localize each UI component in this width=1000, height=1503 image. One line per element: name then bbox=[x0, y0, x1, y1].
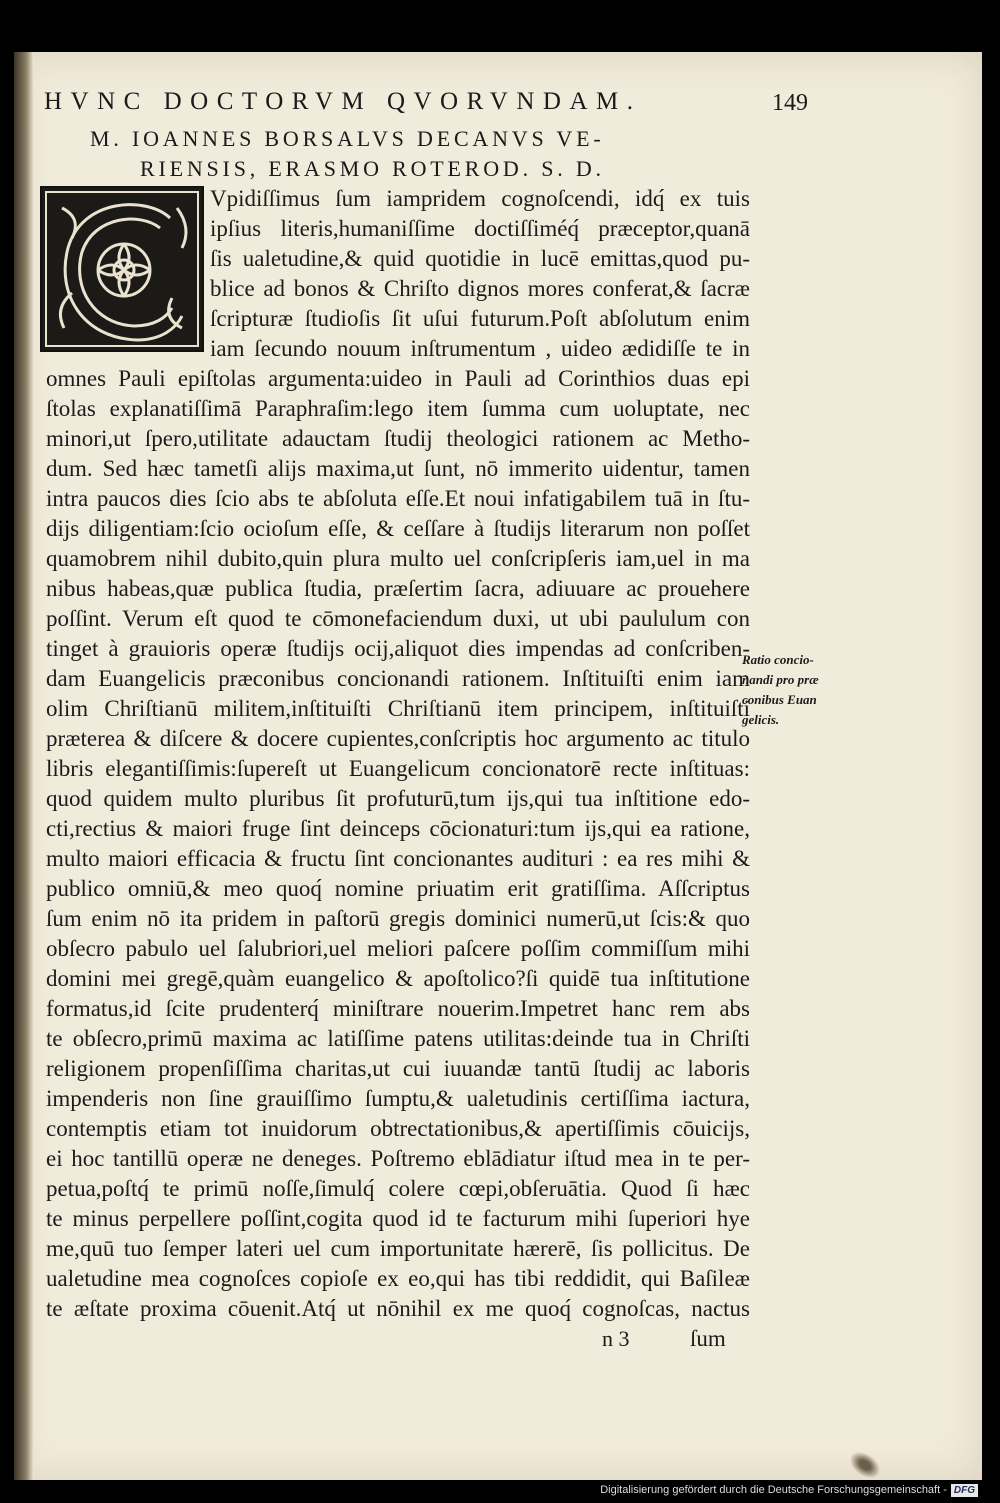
signature-mark: n 3 bbox=[602, 1326, 630, 1351]
body-line: præterea & diſcere & docere cupientes,conſcriptis hoc argumento ac titulo bbox=[46, 726, 750, 751]
body-line: ei hoc tantillū operæ ne deneges. Poſtremo eblādiatur iſtud mea in te per- bbox=[46, 1146, 750, 1171]
body-line: te æſtate proxima cōuenit.Atq́ ut nōnihil ex me quoq́ cognoſcas, nactus bbox=[46, 1296, 750, 1321]
ink-smudge bbox=[845, 1446, 885, 1484]
body-line: contemptis etiam tot inuidorum obtrectationibus,& apertiſſimis cōuicijs, bbox=[46, 1116, 750, 1141]
body-line: minori,ut ſpero,utilitate adauctam ſtudij theologici rationem ac Metho- bbox=[46, 426, 750, 451]
body-line: dijs diligentiam:ſcio ocioſum eſſe, & ceſſare à ſtudijs literarum non poſſet bbox=[46, 516, 750, 541]
marginal-note-line: conibus Euan bbox=[742, 692, 817, 707]
marginal-note-line: Ratio concio- bbox=[742, 652, 814, 667]
book-page bbox=[14, 52, 982, 1480]
body-line: ipſius literis,humaniſſime doctiſſiméq́ præceptor,quanā bbox=[210, 216, 750, 241]
marginal-note bbox=[742, 650, 842, 730]
body-line: iam ſecundo nouum inſtrumentum , uideo ædidiſſe te in bbox=[210, 336, 750, 361]
body-line: dam Euangelicis præconibus concionandi rationem. Inſtituiſti enim iam bbox=[46, 666, 750, 691]
body-line: religionem propenſiſſima charitas,ut cui iuuandæ tantū ſtudij ac laboris bbox=[46, 1056, 750, 1081]
folio-number: 149 bbox=[772, 90, 808, 116]
body-line: ſis ualetudine,& quid quotidie in lucē emittas,quod pu- bbox=[210, 246, 750, 271]
body-line: cti,rectius & maiori fruge ſint deinceps cōcionaturi:tum ijs,qui ea ratione, bbox=[46, 816, 750, 841]
body-line: ſum enim nō ita pridem in paſtorū gregis dominici numerū,ut ſcis:& quo bbox=[46, 906, 750, 931]
body-line: multo maiori efficacia & fructu ſint concionantes audituri : ea res mihi & bbox=[46, 846, 750, 871]
body-line: poſſint. Verum eſt quod te cōmonefaciendum duxi, ut ubi paululum con bbox=[46, 606, 750, 631]
decorated-initial-c-icon bbox=[40, 186, 204, 352]
body-line: dum. Sed hæc tametſi alijs maxima,ut ſunt, nō immerito uidentur, tamen bbox=[46, 456, 750, 481]
body-line: Vpidiſſimus ſum iampridem cognoſcendi, idq́ ex tuis bbox=[210, 186, 750, 211]
body-line: libris elegantiſſimis:ſupereſt ut Euangelicum concionatorē recte inſtituas: bbox=[46, 756, 750, 781]
body-line: te obſecro,primū maxima ac latiſſime patens utilitas:deinde tua in Chriſti bbox=[46, 1026, 750, 1051]
body-line: te minus perpellere poſſint,cogita quod id te facturum mihi ſuperiori hye bbox=[46, 1206, 750, 1231]
body-line: formatus,id ſcite prudenterq́ miniſtrare nouerim.Impetret hanc rem abs bbox=[46, 996, 750, 1021]
body-line: petua,poſtq́ te primū noſſe,ſimulq́ colere cœpi,obſeruātia. Quod ſi hæc bbox=[46, 1176, 750, 1201]
page-binding-edge bbox=[14, 52, 34, 1480]
body-line: ſcripturæ ſtudioſis ſit uſui futurum.Poſt abſolutum enim bbox=[210, 306, 750, 331]
body-line: nibus habeas,quæ publica ſtudia, præſertim ſacra, adiuuare ac prouehere bbox=[46, 576, 750, 601]
body-line: quod quidem multo pluribus ſit profuturū,tum ijs,qui tua inſtitione edo- bbox=[46, 786, 750, 811]
body-line: obſecro pabulo uel ſalubriori,uel meliori paſcere poſſim commiſſum mihi bbox=[46, 936, 750, 961]
body-line: me,quū tuo ſemper lateri uel cum importunitate hærerē, ſis pollicitus. De bbox=[46, 1236, 750, 1261]
letter-title-line-1: M. IOANNES BORSALVS DECANVS VE- bbox=[90, 126, 605, 151]
body-line: ſtolas explanatiſſimā Paraphraſim:lego item ſumma cum uoluptate, nec bbox=[46, 396, 750, 421]
body-line: tinget à grauioris operæ ſtudijs ocij,aliquot dies impendas ad conſcriben- bbox=[46, 636, 750, 661]
credit-text: Digitalisierung gefördert durch die Deutsche Forschungsgemeinschaft - bbox=[600, 1484, 947, 1496]
body-line: domini mei gregē,quàm euangelico & apoſtolico?ſi quidē tua inſtitutione bbox=[46, 966, 750, 991]
marginal-note-line: nandi pro præ bbox=[742, 672, 819, 687]
running-head: HVNC DOCTORVM QVORVNDAM. bbox=[44, 88, 642, 115]
body-line: olim Chriſtianū militem,inſtituiſti Chriſtianū item principem, inſtituiſti bbox=[46, 696, 750, 721]
marginal-note-line: gelicis. bbox=[742, 712, 780, 727]
letter-title-line-2: RIENSIS, ERASMO ROTEROD. S. D. bbox=[140, 156, 605, 181]
body-line: quamobrem nihil dubito,quin plura multo uel conſcripſeris iam,uel in ma bbox=[46, 546, 750, 571]
body-line: impenderis non ſine grauiſſimo ſumptu,& ualetudinis certiſſima iactura, bbox=[46, 1086, 750, 1111]
body-line: omnes Pauli epiſtolas argumenta:uideo in Pauli ad Corinthios duas epi bbox=[46, 366, 750, 391]
body-line: intra paucos dies ſcio abs te abſoluta eſſe.Et noui infatigabilem tuā in ſtu- bbox=[46, 486, 750, 511]
catchword: ſum bbox=[690, 1326, 726, 1351]
body-line: blice ad bonos & Chriſto dignos mores conferat,& ſacræ bbox=[210, 276, 750, 301]
body-line: ualetudine mea cognoſces copioſe ex eo,qui has tibi reddidit, qui Baſileæ bbox=[46, 1266, 750, 1291]
dfg-logo: DFG bbox=[951, 1484, 978, 1497]
body-line: publico omniū,& meo quoq́ nomine priuatim erit gratiſſima. Aſſcriptus bbox=[46, 876, 750, 901]
digitization-credit bbox=[600, 1481, 978, 1499]
